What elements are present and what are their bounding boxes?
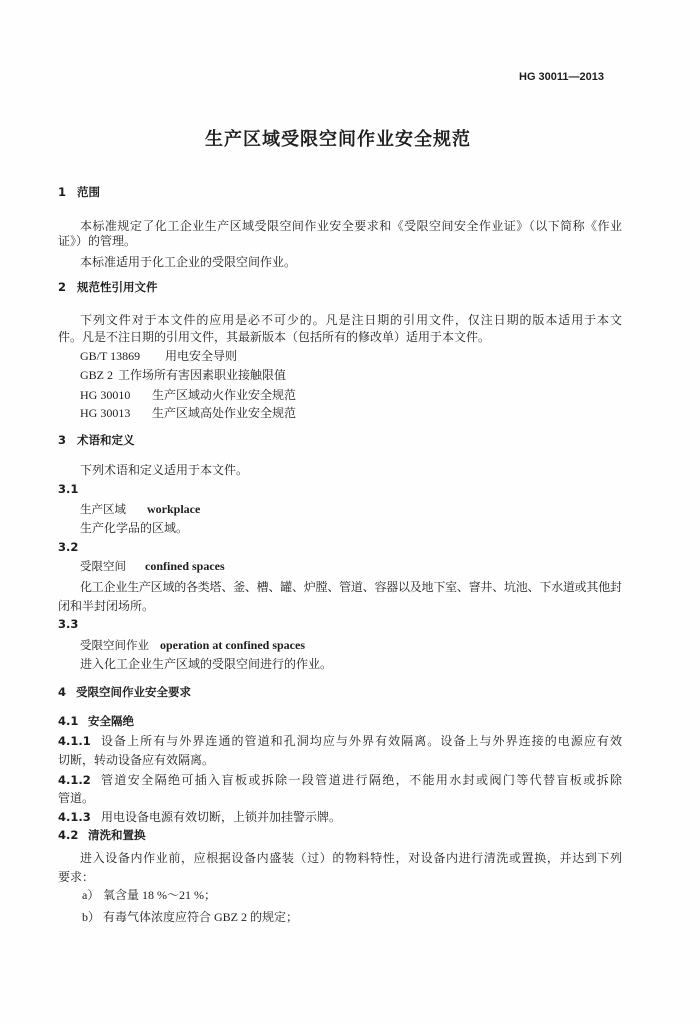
- section-2-heading: 规范性引用文件: [77, 280, 158, 294]
- section-3-heading: 术语和定义: [77, 433, 135, 447]
- section-3-intro: 下列术语和定义适用于本文件。: [80, 463, 249, 477]
- section-3-number: 3: [58, 433, 67, 447]
- term-number: 3.2: [58, 540, 79, 554]
- section-2-intro-line-1-text: 下列文件对于本文件的应用是必不可少的。凡是注日期的引用文件，仅注日期的版本适用于本文: [80, 313, 623, 327]
- term-chinese: 受限空间: [80, 559, 126, 573]
- term-number: 3.1: [58, 482, 79, 496]
- subsection-4-2-number: 4.2: [58, 828, 79, 842]
- clause-text-line-2: 切断，转动设备应有效隔离。: [58, 753, 215, 767]
- term-definition: 生产化学品的区域。: [80, 521, 189, 535]
- reference-code: GBZ 2: [80, 368, 113, 382]
- reference-code: HG 30013: [80, 406, 131, 420]
- clause-number: 4.1.2: [58, 773, 91, 787]
- subsection-4-2-intro-line-1: [80, 850, 622, 866]
- reference-title: 生产区域高处作业安全规范: [152, 406, 297, 420]
- clause-text: 用电设备电源有效切断，上锁并加挂警示牌。: [101, 810, 342, 824]
- clause-text-line-1-text: 管道安全隔绝可插入盲板或拆除一段管道进行隔绝，不能用水封或阀门等代替盲板或拆除: [101, 773, 624, 787]
- term-english: operation at confined spaces: [160, 638, 305, 652]
- section-1-heading: 范围: [77, 185, 100, 199]
- section-2-number: 2: [58, 280, 67, 294]
- reference-title: 工作场所有害因素职业接触限值: [118, 368, 287, 382]
- subsection-4-2-heading: 清洗和置换: [88, 828, 146, 842]
- reference-code: GB/T 13869: [80, 349, 141, 363]
- term-chinese: 生产区域: [80, 502, 126, 516]
- section-2-intro-line-1: [80, 312, 622, 328]
- list-item-text: 有毒气体浓度应符合 GBZ 2 的规定；: [103, 910, 299, 924]
- term-definition-line-1: [80, 579, 622, 595]
- term-english: confined spaces: [145, 559, 225, 573]
- standard-code: HG 30011—2013: [519, 71, 605, 83]
- clause-number: 4.1.3: [58, 810, 91, 824]
- subsection-4-1-heading: 安全隔绝: [88, 714, 134, 728]
- section-1-paragraph-1-line-2: 证》）的管理。: [58, 234, 137, 248]
- clause-number: 4.1.1: [58, 734, 91, 748]
- page-title-text: 生产区域受限空间作业安全规范: [205, 129, 471, 150]
- section-2-intro-line-2: 件。凡是不注日期的引用文件，其最新版本（包括所有的修改单）适用于本文件。: [58, 330, 491, 344]
- section-1-number: 1: [58, 185, 67, 199]
- clause-text-line-1-text: 设备上所有与外界连通的管道和孔洞均应与外界有效隔离。设备上与外界连接的电源应有效: [101, 734, 624, 748]
- clause-text-line-2: 管道。: [58, 791, 95, 805]
- list-item-text: 氧含量 18 %～21 %；: [103, 888, 216, 902]
- term-definition-line-2: 闭和半封闭场所。: [58, 599, 155, 613]
- clause-text-line-1: [101, 733, 622, 749]
- subsection-4-2-intro-line-2: 要求：: [58, 870, 95, 884]
- reference-title: 用电安全导则: [165, 349, 238, 363]
- list-item-label: b）: [82, 910, 101, 924]
- section-4-number: 4: [58, 685, 67, 699]
- term-chinese: 受限空间作业: [80, 638, 149, 652]
- section-4-heading: 受限空间作业安全要求: [76, 685, 191, 699]
- reference-title: 生产区域动火作业安全规范: [152, 388, 297, 402]
- term-number: 3.3: [58, 617, 79, 631]
- term-english: workplace: [147, 502, 201, 516]
- page-title: [205, 129, 470, 151]
- section-1-paragraph-1-line-1-text: 本标准规定了化工企业生产区域受限空间作业安全要求和《受限空间安全作业证》（以下简称《作业: [80, 219, 623, 233]
- subsection-4-1-number: 4.1: [58, 714, 79, 728]
- term-definition-line-1-text: 化工企业生产区域的各类塔、釜、槽、罐、炉膛、管道、容器以及地下室、窨井、坑池、下水道或其他封: [80, 580, 622, 594]
- section-1-paragraph-2: 本标准适用于化工企业的受限空间作业。: [80, 255, 297, 269]
- clause-text-line-1: [101, 772, 622, 788]
- section-1-paragraph-1-line-1: [80, 218, 622, 234]
- term-definition: 进入化工企业生产区域的受限空间进行的作业。: [80, 657, 333, 671]
- subsection-4-2-intro-line-1-text: 进入设备内作业前，应根据设备内盛装（过）的物料特性，对设备内进行清洗或置换，并达到下列: [80, 851, 623, 865]
- reference-code: HG 30010: [80, 388, 131, 402]
- list-item-label: a）: [82, 888, 100, 902]
